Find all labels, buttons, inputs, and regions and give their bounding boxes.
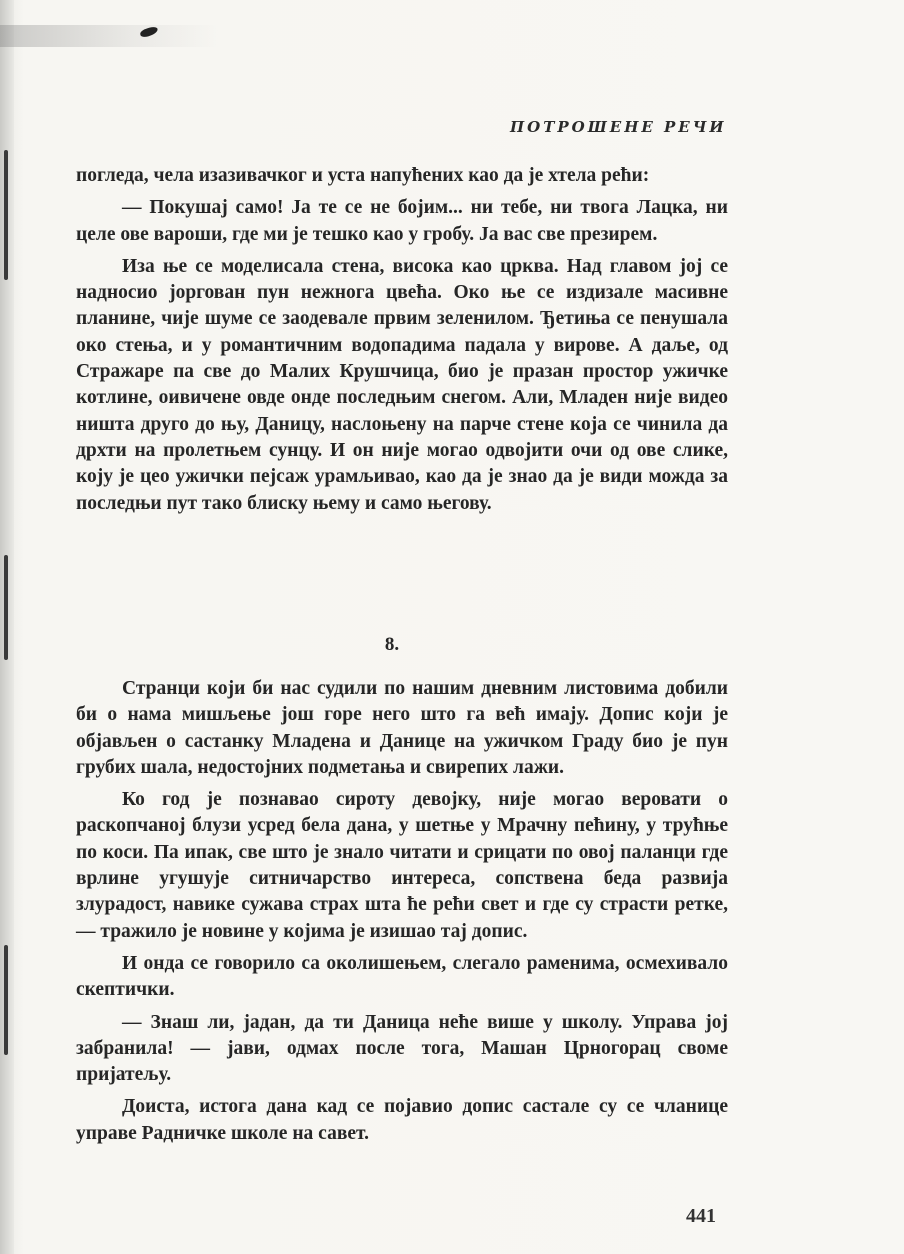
running-head: ПОТРОШЕНЕ РЕЧИ: [510, 118, 727, 136]
paragraph: Доиста, истога дана кад се појавио допис састале су се чланице управе Радничке школе на савет.: [76, 1096, 728, 1144]
paragraph: погледа, чела изазивачког и уста напућених као да је хтела рећи:: [76, 165, 650, 186]
page-number: 441: [686, 1205, 716, 1227]
text-block-1: [76, 163, 728, 523]
text-block-2: [76, 676, 728, 1153]
paragraph: Странци који би нас судили по нашим дневним листовима добили би о нама мишљење још горе него што га већ имају. Допис који је објављен о састанку Младена и Данице на ужичком Граду био је пун грубих шала, недостојних подметања и свирепих лажи.: [76, 678, 728, 778]
margin-mark: [4, 555, 8, 660]
margin-mark: [4, 150, 8, 280]
paragraph: И онда се говорило са околишењем, слегало раменима, осмехивало скептички.: [76, 952, 728, 1001]
paragraph: Иза ње се моделисала стена, висока као црква. Над главом јој се надносио јоргован пун нежнога цвећа. Око ње се издизале масивне планине, чије шуме се заодевале првим зеленилом. Ђетиња се пенушала око стења, и у романтичним водопадима падала у вирове. А даље, од Стражаре па све до Малих Крушчица, био је празан простор ужичке котлине, оивичене овде онде последњим снегом. Али, Младен није видео ништа друго до њу, Даницу, наслоњену на парче стене која се чинила да дрхти на пролетњем сунцу. И он није могао одвојити очи од ове слике, коју је цео ужички пејсаж урамљивао, као да је знао да је види можда за последњи пут тако блиску њему и само његову.: [76, 255, 728, 514]
paragraph: Ко год је познавао сироту девојку, није могао веровати о раскопчаној блузи усред бела дана, у шетње у Мрачну пећину, у трућње по коси. Па ипак, све што је знало читати и срицати по овој паланци где врлине угушује ситничарство интереса, сопствена беда развија злурадост, навике сужава страх шта ће рећи свет и где су страсти ретке, — тражило је новине у којима је изишао тај допис.: [76, 789, 728, 942]
margin-mark: [4, 945, 8, 1055]
paragraph: — Знаш ли, јадан, да ти Даница неће више у школу. Управа јој забранила! — јави, одмах после тога, Машан Црногорац своме пријатељу.: [76, 1011, 728, 1086]
paragraph: — Покушај само! Ја те се не бојим... ни тебе, ни твога Лацка, ни целе ове вароши, где ми је тешко као у гробу. Ја вас све презирем.: [76, 197, 728, 245]
section-number: 8.: [384, 634, 400, 655]
scan-smudge: [0, 25, 220, 47]
